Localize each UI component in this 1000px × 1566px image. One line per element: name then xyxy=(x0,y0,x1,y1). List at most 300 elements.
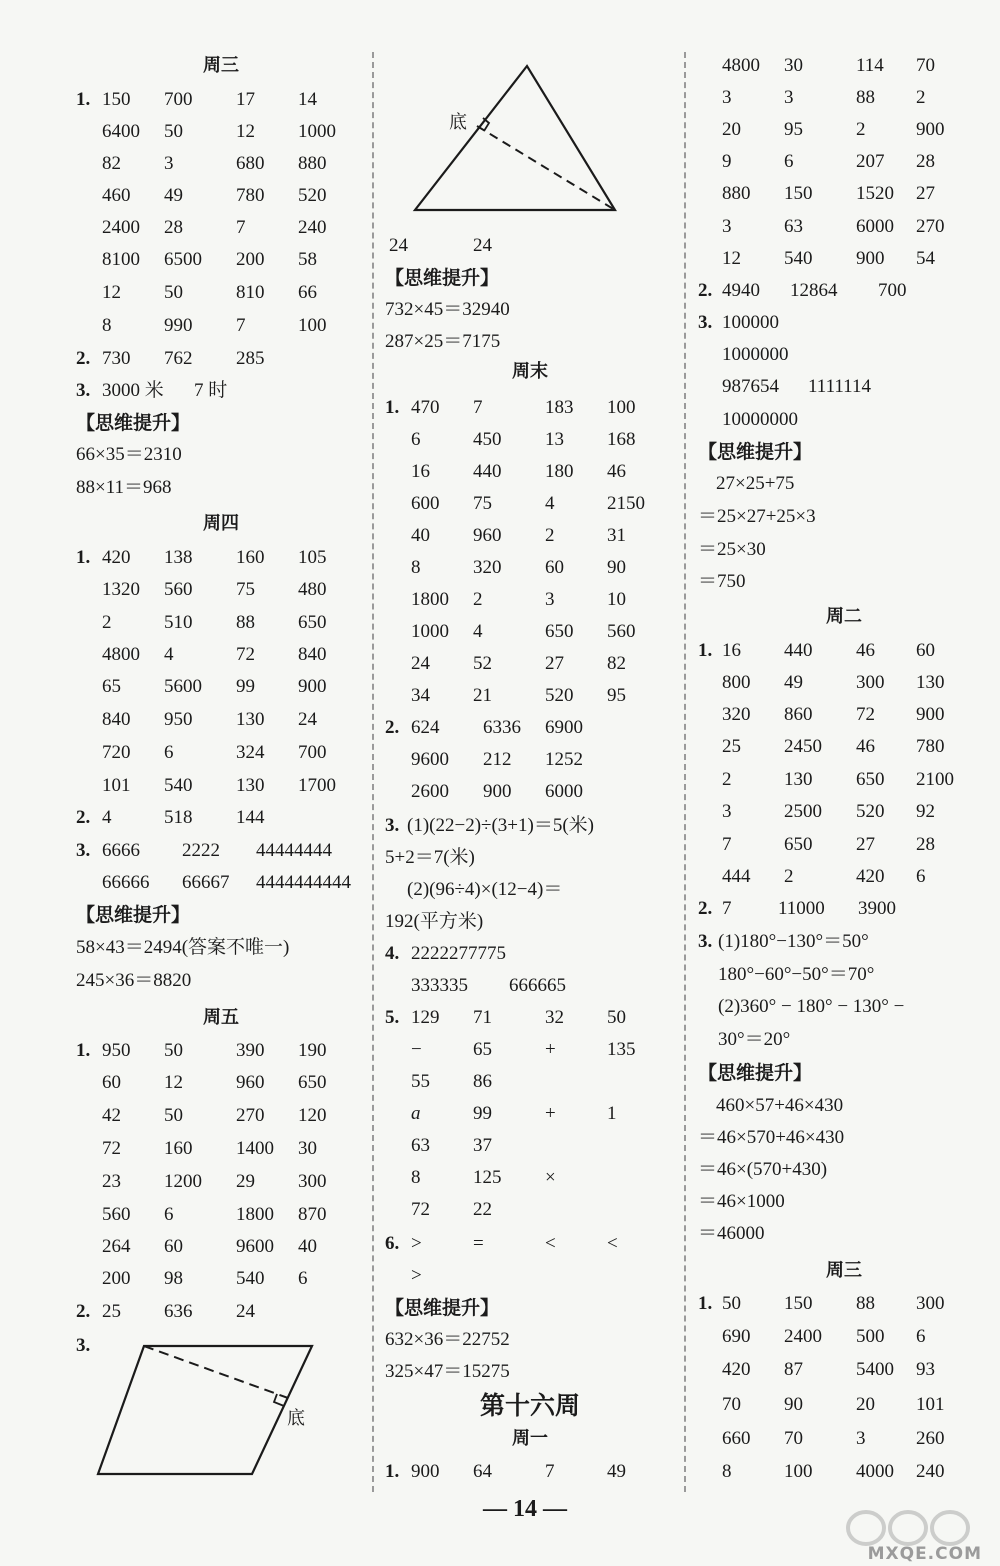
answer-row xyxy=(385,424,675,456)
answer-cell: 82 xyxy=(607,653,626,674)
answer-cell: 1320 xyxy=(102,579,140,600)
question-number: 3. xyxy=(76,840,91,861)
answer-cell: 6500 xyxy=(164,249,202,270)
answer-cell: 300 xyxy=(298,1171,327,1192)
answer-row xyxy=(698,275,990,307)
text-line: ＝46×(570+430) xyxy=(698,1159,828,1180)
answer-cell: 66667 xyxy=(182,872,230,893)
text-line: ＝46×570+46×430 xyxy=(698,1127,845,1148)
answer-cell: 2500 xyxy=(784,801,822,822)
answer-row xyxy=(698,1389,990,1421)
answer-cell: − xyxy=(411,1039,422,1060)
text-line: (2)360° − 180° − 130° − xyxy=(718,996,905,1017)
answer-row xyxy=(76,671,366,703)
answer-cell: 71 xyxy=(473,1007,492,1028)
answer-cell: 101 xyxy=(916,1394,945,1415)
answer-cell: 60 xyxy=(164,1236,183,1257)
answer-cell: 324 xyxy=(236,742,265,763)
answer-row xyxy=(385,230,675,262)
answer-cell: 72 xyxy=(102,1138,121,1159)
answer-cell: 130 xyxy=(784,769,813,790)
text-line: 1000000 xyxy=(722,344,789,365)
answer-cell: 987654 xyxy=(722,376,779,397)
answer-cell: 60 xyxy=(545,557,564,578)
answer-cell: 420 xyxy=(722,1359,751,1380)
answer-cell: 46 xyxy=(856,640,875,661)
heading-wednesday-2: 周三 xyxy=(826,1260,862,1281)
answer-cell: 1520 xyxy=(856,183,894,204)
base-label: 底 xyxy=(287,1408,305,1429)
text-line: ＝25×30 xyxy=(698,539,766,560)
answer-row xyxy=(385,970,675,1002)
heading-thursday: 周四 xyxy=(203,513,239,534)
answer-cell: 1800 xyxy=(236,1204,274,1225)
answer-cell: 960 xyxy=(236,1072,265,1093)
answer-cell: 129 xyxy=(411,1007,440,1028)
answer-row xyxy=(385,488,675,520)
answer-cell: 14 xyxy=(298,89,317,110)
answer-cell: 24 xyxy=(298,709,317,730)
answer-cell: 1700 xyxy=(298,775,336,796)
answer-cell: 37 xyxy=(473,1135,492,1156)
answer-cell: 390 xyxy=(236,1040,265,1061)
answer-cell: 31 xyxy=(607,525,626,546)
answer-cell: 70 xyxy=(722,1394,741,1415)
answer-cell: 88 xyxy=(236,612,255,633)
answer-cell: 100 xyxy=(784,1461,813,1482)
answer-cell: 46 xyxy=(856,736,875,757)
answer-cell: 101 xyxy=(102,775,131,796)
answer-cell: 6 xyxy=(164,742,174,763)
answer-cell: 200 xyxy=(236,249,265,270)
heading-friday: 周五 xyxy=(203,1007,239,1028)
column-separator-1 xyxy=(372,52,374,1492)
answer-row xyxy=(76,574,366,606)
answer-row xyxy=(385,810,675,842)
answer-cell: 183 xyxy=(545,397,574,418)
answer-cell: 114 xyxy=(856,55,884,76)
answer-row xyxy=(76,802,366,834)
question-number: 3. xyxy=(76,380,91,401)
answer-cell: 300 xyxy=(856,672,885,693)
answer-cell: 420 xyxy=(856,866,885,887)
answer-cell: 8 xyxy=(411,557,421,578)
answer-row xyxy=(698,178,990,210)
answer-cell: 25 xyxy=(102,1301,121,1322)
think-tag: 【思维提升】 xyxy=(385,1297,500,1319)
answer-cell: 510 xyxy=(164,612,193,633)
answer-cell: 75 xyxy=(473,493,492,514)
answer-cell: > xyxy=(411,1265,422,1286)
text-line: 5+2＝7(米) xyxy=(385,847,475,868)
answer-cell: 63 xyxy=(784,216,803,237)
answer-cell: 2 xyxy=(856,119,866,140)
answer-row xyxy=(385,1162,675,1194)
answer-cell: 75 xyxy=(236,579,255,600)
answer-cell: 120 xyxy=(298,1105,327,1126)
answer-cell: 16 xyxy=(722,640,741,661)
answer-cell: 160 xyxy=(236,547,265,568)
answer-cell: 540 xyxy=(164,775,193,796)
answer-cell: 90 xyxy=(607,557,626,578)
answer-cell: 40 xyxy=(298,1236,317,1257)
text-line: 287×25＝7175 xyxy=(385,331,501,352)
page-number-value: 14 xyxy=(513,1496,537,1522)
answer-cell: 66 xyxy=(298,282,317,303)
answer-row xyxy=(385,744,675,776)
answer-row xyxy=(76,1035,366,1067)
answer-cell: 6 xyxy=(164,1204,174,1225)
answer-cell: 2600 xyxy=(411,781,449,802)
answer-cell: 260 xyxy=(916,1428,945,1449)
answer-cell: 150 xyxy=(102,89,131,110)
text-line: 180°−60°−50°＝70° xyxy=(718,964,875,985)
heading-tuesday: 周二 xyxy=(826,606,862,627)
answer-cell: 950 xyxy=(102,1040,131,1061)
answer-row xyxy=(76,180,366,212)
answer-cell: 20 xyxy=(856,1394,875,1415)
answer-cell: 99 xyxy=(236,676,255,697)
answer-cell: 21 xyxy=(473,685,492,706)
watermark-text: MXQE.COM xyxy=(867,1544,982,1564)
answer-cell: 100000 xyxy=(722,312,779,333)
answer-cell: 690 xyxy=(722,1326,751,1347)
answer-cell: 72 xyxy=(236,644,255,665)
answer-cell: 180 xyxy=(545,461,574,482)
answer-cell: < xyxy=(607,1233,618,1254)
answer-cell: 42 xyxy=(102,1105,121,1126)
answer-cell: 4800 xyxy=(722,55,760,76)
answer-cell: 840 xyxy=(298,644,327,665)
answer-row xyxy=(698,1321,990,1353)
answer-cell: 24 xyxy=(411,653,430,674)
answer-cell: 560 xyxy=(102,1204,131,1225)
answer-cell: 2 xyxy=(722,769,732,790)
answer-cell: 333335 xyxy=(411,975,468,996)
answer-cell: 8 xyxy=(411,1167,421,1188)
question-number: 6. xyxy=(385,1233,400,1254)
answer-cell: 50 xyxy=(722,1293,741,1314)
answer-row xyxy=(385,1228,675,1260)
answer-cell: 4940 xyxy=(722,280,760,301)
answer-cell: 12 xyxy=(102,282,121,303)
answer-row xyxy=(76,607,366,639)
answer-row xyxy=(76,737,366,769)
answer-cell: 264 xyxy=(102,1236,131,1257)
question-number: 2. xyxy=(698,898,713,919)
answer-row xyxy=(698,50,990,82)
answer-row xyxy=(698,893,990,925)
answer-row xyxy=(385,680,675,712)
answer-row xyxy=(385,616,675,648)
answer-row xyxy=(698,146,990,178)
answer-cell: 27 xyxy=(545,653,564,674)
base-label: 底 xyxy=(449,112,467,133)
answer-cell: 2400 xyxy=(784,1326,822,1347)
answer-cell: 60 xyxy=(916,640,935,661)
answer-row xyxy=(698,829,990,861)
answer-cell: > xyxy=(411,1233,422,1254)
answer-row xyxy=(385,938,675,970)
answer-cell: 680 xyxy=(236,153,265,174)
answer-cell: 60 xyxy=(102,1072,121,1093)
answer-cell: = xyxy=(473,1233,484,1254)
question-number: 2. xyxy=(385,717,400,738)
answer-cell: 270 xyxy=(916,216,945,237)
answer-cell: < xyxy=(545,1233,556,1254)
answer-cell: 660 xyxy=(722,1428,751,1449)
answer-row xyxy=(76,244,366,276)
answer-row xyxy=(76,1166,366,1198)
triangle-figure xyxy=(405,58,625,218)
answer-cell: 6000 xyxy=(545,781,583,802)
answer-cell: 7 xyxy=(722,898,732,919)
question-number: 1. xyxy=(698,640,713,661)
answer-cell: 7 xyxy=(545,1461,555,1482)
answer-cell: 66666 xyxy=(102,872,150,893)
text-line: (2)(96÷4)×(12−4)＝ xyxy=(407,879,563,900)
question-number: 1. xyxy=(76,547,91,568)
answer-cell: 2 xyxy=(784,866,794,887)
answer-cell: 520 xyxy=(298,185,327,206)
answer-cell: 7 xyxy=(722,834,732,855)
think-tag: 【思维提升】 xyxy=(698,1062,813,1084)
answer-cell: + xyxy=(545,1039,556,1060)
answer-cell: 3000 米 xyxy=(102,380,164,401)
answer-cell: 105 xyxy=(298,547,327,568)
answer-cell: 900 xyxy=(298,676,327,697)
answer-cell: 8100 xyxy=(102,249,140,270)
answer-cell: 9600 xyxy=(236,1236,274,1257)
answer-row xyxy=(385,584,675,616)
text-line: 58×43＝2494(答案不唯一) xyxy=(76,937,290,958)
answer-cell: 440 xyxy=(784,640,813,661)
answer-cell: 840 xyxy=(102,709,131,730)
question-number: 1. xyxy=(385,1461,400,1482)
answer-cell: 138 xyxy=(164,547,193,568)
answer-cell: 440 xyxy=(473,461,502,482)
answer-cell: 52 xyxy=(473,653,492,674)
answer-cell: 2400 xyxy=(102,217,140,238)
question-number: 2. xyxy=(76,1301,91,1322)
answer-cell: 650 xyxy=(856,769,885,790)
answer-row xyxy=(385,1066,675,1098)
answer-cell: 12 xyxy=(236,121,255,142)
answer-cell: 320 xyxy=(473,557,502,578)
page-number-dash: — xyxy=(483,1496,507,1522)
answer-cell: 64 xyxy=(473,1461,492,1482)
answer-row xyxy=(385,1002,675,1034)
answer-cell: 28 xyxy=(916,834,935,855)
answer-cell: 900 xyxy=(916,119,945,140)
text-line: 10000000 xyxy=(722,409,798,430)
answer-cell: 1000 xyxy=(411,621,449,642)
answer-cell: 240 xyxy=(298,217,327,238)
answer-row xyxy=(76,1067,366,1099)
answer-row xyxy=(698,796,990,828)
answer-cell: 650 xyxy=(784,834,813,855)
answer-row xyxy=(76,542,366,574)
heading-weekend: 周末 xyxy=(512,361,548,382)
answer-cell: 29 xyxy=(236,1171,255,1192)
answer-cell: 2 xyxy=(916,87,926,108)
answer-row xyxy=(76,704,366,736)
answer-cell: 880 xyxy=(722,183,751,204)
answer-cell: 6 xyxy=(298,1268,308,1289)
answer-cell: 50 xyxy=(164,282,183,303)
answer-cell: 560 xyxy=(607,621,636,642)
answer-row xyxy=(76,1133,366,1165)
answer-row xyxy=(76,770,366,802)
answer-row xyxy=(698,731,990,763)
answer-cell: 190 xyxy=(298,1040,327,1061)
answer-cell: 540 xyxy=(784,248,813,269)
answer-cell: 720 xyxy=(102,742,131,763)
answer-cell: 780 xyxy=(916,736,945,757)
answer-cell: 50 xyxy=(164,1105,183,1126)
answer-cell: 1252 xyxy=(545,749,583,770)
answer-cell: 300 xyxy=(916,1293,945,1314)
answer-cell: 650 xyxy=(545,621,574,642)
answer-cell: 93 xyxy=(916,1359,935,1380)
answer-cell: 1800 xyxy=(411,589,449,610)
answer-row xyxy=(385,552,675,584)
answer-row xyxy=(76,639,366,671)
answer-row xyxy=(76,84,366,116)
answer-cell: 3 xyxy=(784,87,794,108)
heading-monday: 周一 xyxy=(512,1428,548,1449)
answer-cell: 1400 xyxy=(236,1138,274,1159)
answer-cell: 3 xyxy=(545,589,555,610)
answer-row xyxy=(76,1263,366,1295)
answer-row xyxy=(385,1098,675,1130)
answer-cell: 780 xyxy=(236,185,265,206)
answer-cell: 88 xyxy=(856,1293,875,1314)
answer-cell: 12 xyxy=(722,248,741,269)
answer-row xyxy=(698,307,990,339)
answer-cell: 22 xyxy=(473,1199,492,1220)
text-line: 66×35＝2310 xyxy=(76,444,182,465)
answer-cell: 130 xyxy=(236,775,265,796)
answer-cell: 4000 xyxy=(856,1461,894,1482)
question-number: 5. xyxy=(385,1007,400,1028)
answer-cell: 4 xyxy=(473,621,483,642)
answer-cell: 7 xyxy=(473,397,483,418)
answer-cell: 6 xyxy=(916,1326,926,1347)
answer-cell: 8 xyxy=(102,315,112,336)
answer-row xyxy=(698,1456,990,1488)
answer-cell: 900 xyxy=(411,1461,440,1482)
text-line: (1)180°−130°＝50° xyxy=(718,931,869,952)
answer-row xyxy=(385,1456,675,1488)
answer-cell: 4 xyxy=(164,644,174,665)
answer-cell: 200 xyxy=(102,1268,131,1289)
think-tag: 【思维提升】 xyxy=(76,904,191,926)
answer-cell: 600 xyxy=(411,493,440,514)
answer-row xyxy=(76,148,366,180)
answer-cell: 72 xyxy=(856,704,875,725)
answer-cell: 30 xyxy=(298,1138,317,1159)
answer-cell: 130 xyxy=(236,709,265,730)
answer-cell: 444 xyxy=(722,866,751,887)
answer-cell: 207 xyxy=(856,151,885,172)
answer-row xyxy=(698,926,990,958)
answer-cell: 70 xyxy=(784,1428,803,1449)
answer-row xyxy=(76,116,366,148)
answer-cell: 900 xyxy=(483,781,512,802)
answer-row xyxy=(698,635,990,667)
answer-cell: 65 xyxy=(473,1039,492,1060)
answer-cell: 2 xyxy=(473,589,483,610)
answer-cell: 1200 xyxy=(164,1171,202,1192)
answer-cell: 2450 xyxy=(784,736,822,757)
answer-cell: 20 xyxy=(722,119,741,140)
think-tag: 【思维提升】 xyxy=(385,267,500,289)
answer-cell: 16 xyxy=(411,461,430,482)
answer-cell: 27 xyxy=(916,183,935,204)
answer-cell: 460 xyxy=(102,185,131,206)
answer-cell: 27 xyxy=(856,834,875,855)
answer-cell: 7 xyxy=(236,315,246,336)
answer-cell: 762 xyxy=(164,348,193,369)
text-line: ＝25×27+25×3 xyxy=(698,506,816,527)
answer-cell: 2222 xyxy=(182,840,220,861)
answer-row xyxy=(76,375,366,407)
answer-cell: 95 xyxy=(784,119,803,140)
question-number: 4. xyxy=(385,943,400,964)
answer-cell: 82 xyxy=(102,153,121,174)
question-number: 2. xyxy=(698,280,713,301)
answer-row xyxy=(385,1130,675,1162)
text-line: 460×57+46×430 xyxy=(716,1095,844,1116)
answer-cell: 4 xyxy=(102,807,112,828)
answer-cell: 49 xyxy=(607,1461,626,1482)
answer-cell: 9600 xyxy=(411,749,449,770)
text-line: (1)(22−2)÷(3+1)＝5(米) xyxy=(407,815,594,836)
answer-row xyxy=(698,699,990,731)
week-16-title: 第十六周 xyxy=(479,1391,580,1420)
answer-cell: 3 xyxy=(722,216,732,237)
heading-wednesday: 周三 xyxy=(203,55,239,76)
question-number: 3. xyxy=(76,1335,91,1356)
answer-cell: 70 xyxy=(916,55,935,76)
text-line: 27×25+75 xyxy=(716,473,795,494)
answer-cell: 44444444 xyxy=(256,840,332,861)
think-tag: 【思维提升】 xyxy=(76,412,191,434)
answer-cell: 470 xyxy=(411,397,440,418)
answer-cell: 624 xyxy=(411,717,440,738)
answer-cell: 240 xyxy=(916,1461,945,1482)
answer-cell: 2222277775 xyxy=(411,943,506,964)
text-line: ＝46×1000 xyxy=(698,1191,785,1212)
answer-cell: 2100 xyxy=(916,769,954,790)
answer-row xyxy=(385,648,675,680)
answer-cell: + xyxy=(545,1103,556,1124)
answer-cell: 24 xyxy=(473,235,492,256)
answer-cell: 3 xyxy=(164,153,174,174)
answer-cell: 34 xyxy=(411,685,430,706)
answer-cell: 6 xyxy=(784,151,794,172)
answer-cell: 7 时 xyxy=(194,380,228,401)
question-number: 1. xyxy=(76,1040,91,1061)
question-number: 1. xyxy=(76,89,91,110)
answer-cell: 160 xyxy=(164,1138,193,1159)
answer-cell: 6 xyxy=(411,429,421,450)
answer-cell: 50 xyxy=(164,1040,183,1061)
answer-cell: 10 xyxy=(607,589,626,610)
answer-cell: 2150 xyxy=(607,493,645,514)
text-line: 192(平方米) xyxy=(385,911,484,932)
